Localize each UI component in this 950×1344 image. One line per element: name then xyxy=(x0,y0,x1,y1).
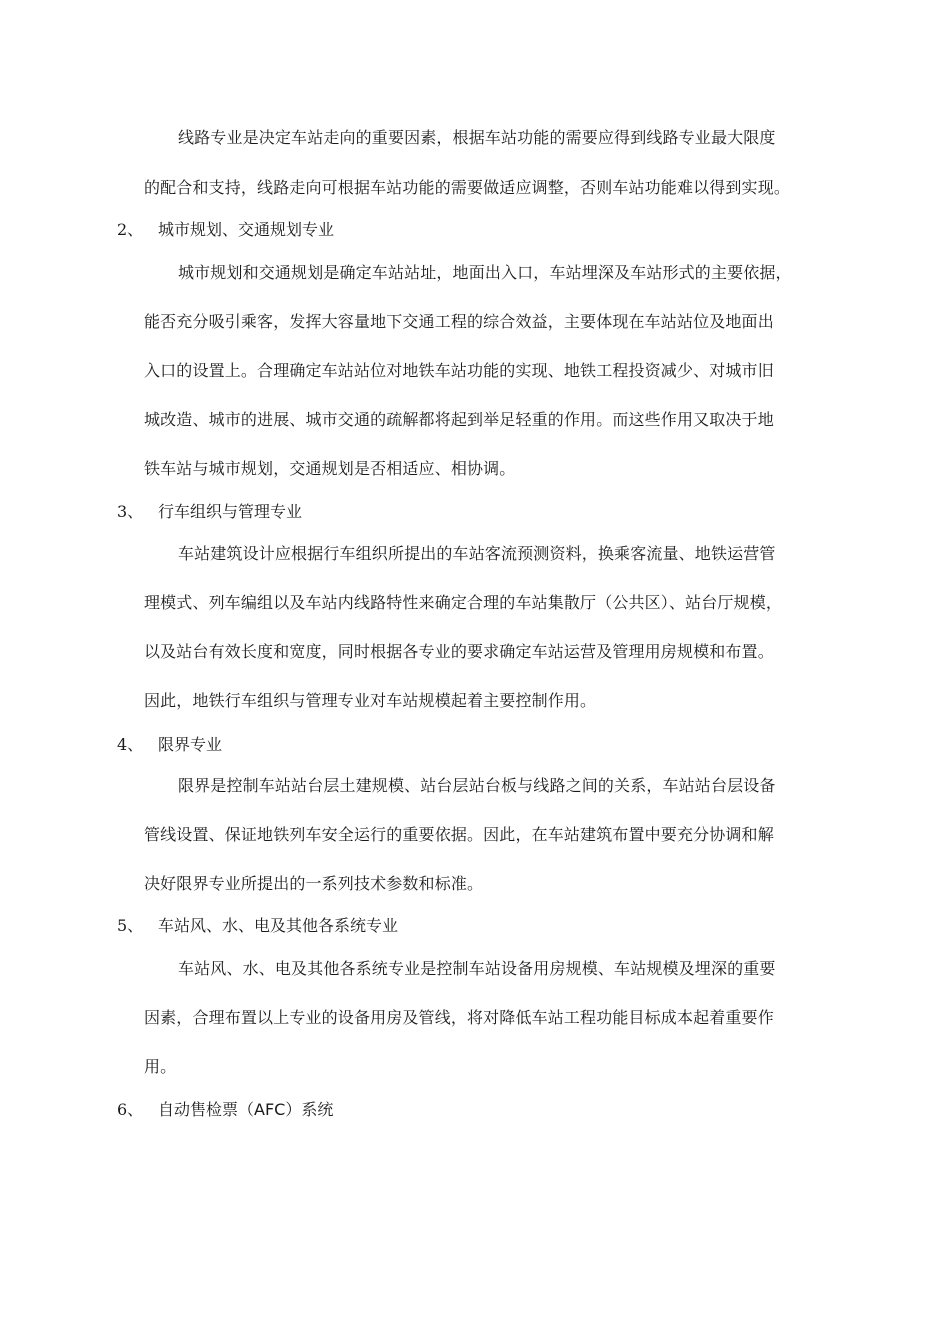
paragraph-line: 理模式、列车编组以及车站内线路特性来确定合理的车站集散厅（公共区）、站台厅规模， xyxy=(144,593,783,612)
section-heading: 限界专业 xyxy=(158,735,223,754)
section-number: 4、 xyxy=(117,735,144,754)
paragraph-line: 入口的设置上。合理确定车站站位对地铁车站功能的实现、地铁工程投资减少、对城市旧 xyxy=(144,361,774,380)
paragraph-line: 以及站台有效长度和宽度，同时根据各专业的要求确定车站运营及管理用房规模和布置。 xyxy=(144,642,774,661)
paragraph-line: 城改造、城市的进展、城市交通的疏解都将起到举足轻重的作用。而这些作用又取决于地 xyxy=(144,410,774,429)
paragraph-line: 城市规划和交通规划是确定车站站址，地面出入口，车站埋深及车站形式的主要依据， xyxy=(178,263,792,282)
intro-line-2: 的配合和支持，线路走向可根据车站功能的需要做适应调整，否则车站功能难以得到实现。 xyxy=(144,178,791,197)
section-number: 3、 xyxy=(117,502,144,521)
paragraph-line: 能否充分吸引乘客，发挥大容量地下交通工程的综合效益，主要体现在车站站位及地面出 xyxy=(144,312,774,331)
section-heading: 城市规划、交通规划专业 xyxy=(158,220,335,239)
paragraph-line: 限界是控制车站站台层土建规模、站台层站台板与线路之间的关系，车站站台层设备 xyxy=(178,776,776,795)
intro-line-1: 线路专业是决定车站走向的重要因素，根据车站功能的需要应得到线路专业最大限度 xyxy=(178,128,776,147)
section-heading: 行车组织与管理专业 xyxy=(158,502,303,521)
paragraph-line: 车站建筑设计应根据行车组织所提出的车站客流预测资料，换乘客流量、地铁运营管 xyxy=(178,544,776,563)
paragraph-line: 决好限界专业所提出的一系列技术参数和标准。 xyxy=(144,874,484,893)
paragraph-line: 用。 xyxy=(144,1057,177,1076)
paragraph-line: 因素，合理布置以上专业的设备用房及管线，将对降低车站工程功能目标成本起着重要作 xyxy=(144,1008,774,1027)
section-number: 5、 xyxy=(117,916,144,935)
paragraph-line: 车站风、水、电及其他各系统专业是控制车站设备用房规模、车站规模及埋深的重要 xyxy=(178,959,776,978)
section-number: 2、 xyxy=(117,220,144,239)
section-heading: 自动售检票（AFC）系统 xyxy=(158,1100,334,1119)
paragraph-line: 铁车站与城市规划，交通规划是否相适应、相协调。 xyxy=(144,459,516,478)
paragraph-line: 因此，地铁行车组织与管理专业对车站规模起着主要控制作用。 xyxy=(144,691,597,710)
section-heading: 车站风、水、电及其他各系统专业 xyxy=(158,916,399,935)
section-number: 6、 xyxy=(117,1100,144,1119)
paragraph-line: 管线设置、保证地铁列车安全运行的重要依据。因此，在车站建筑布置中要充分协调和解 xyxy=(144,825,774,844)
